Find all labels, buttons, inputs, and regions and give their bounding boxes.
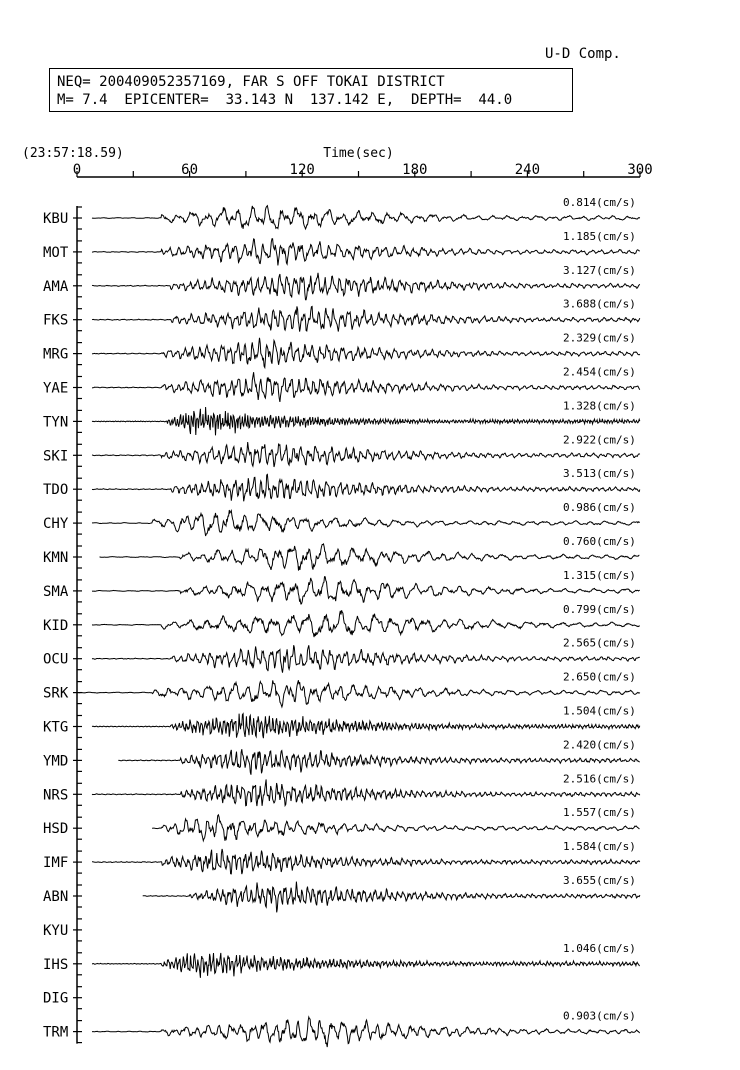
station-amplitude: 1.185(cm/s) xyxy=(563,229,636,243)
waveform-trace xyxy=(92,273,640,300)
time-tick-label: 60 xyxy=(181,162,199,178)
time-tick-label: 240 xyxy=(514,162,541,178)
station-label: KTG xyxy=(43,719,69,736)
station-label: SMA xyxy=(43,583,69,600)
station-label: TDO xyxy=(43,482,69,499)
station-label: TYN xyxy=(43,414,69,431)
station-amplitude: 3.127(cm/s) xyxy=(563,263,636,277)
station-label: IMF xyxy=(43,855,69,872)
station-label: ABN xyxy=(43,889,69,905)
station-amplitude: 1.584(cm/s) xyxy=(563,840,636,854)
time-tick-label: 0 xyxy=(72,162,82,178)
waveform-trace xyxy=(92,779,640,806)
station-label: IHS xyxy=(43,956,69,973)
time-tick-label: 300 xyxy=(627,162,653,178)
waveform-trace xyxy=(92,239,640,266)
station-amplitude: 3.513(cm/s) xyxy=(563,467,636,481)
waveform-trace xyxy=(92,474,640,501)
station-amplitude: 2.454(cm/s) xyxy=(563,365,636,379)
station-amplitude: 0.986(cm/s) xyxy=(563,501,636,515)
waveform-trace xyxy=(118,749,640,775)
waveform-trace xyxy=(92,206,640,229)
waveform-trace xyxy=(77,680,640,707)
station-label: YAE xyxy=(43,380,69,397)
station-label: OCU xyxy=(43,651,69,668)
station-label: KID xyxy=(43,617,69,634)
waveform-trace xyxy=(92,645,640,673)
time-axis-label: Time(sec) xyxy=(323,146,394,161)
station-amplitude: 2.516(cm/s) xyxy=(563,772,636,786)
station-amplitude: 2.650(cm/s) xyxy=(563,670,636,684)
station-label: SRK xyxy=(43,685,69,702)
station-amplitude: 0.799(cm/s) xyxy=(563,602,636,616)
station-label: DIG xyxy=(43,990,69,1007)
station-amplitude: 1.504(cm/s) xyxy=(563,704,636,718)
waveform-trace xyxy=(92,442,640,467)
waveform-trace xyxy=(92,338,640,368)
station-label: FKS xyxy=(43,312,69,329)
waveform-trace xyxy=(92,714,640,739)
station-label: HSD xyxy=(43,821,69,838)
event-id-line: NEQ= 200409052357169, FAR S OFF TOKAI DISTRICT xyxy=(57,74,445,90)
waveform-trace xyxy=(92,306,640,331)
waveform-trace xyxy=(92,1017,640,1047)
station-amplitude: 0.814(cm/s) xyxy=(563,196,636,209)
station-label: YMD xyxy=(43,753,69,770)
waveform-trace xyxy=(92,849,640,874)
station-amplitude: 1.046(cm/s) xyxy=(563,941,636,955)
station-label: NRS xyxy=(43,787,69,804)
station-label: KYU xyxy=(43,922,69,939)
station-amplitude: 2.329(cm/s) xyxy=(563,331,636,345)
station-amplitude: 1.315(cm/s) xyxy=(563,568,636,582)
station-label: KMN xyxy=(43,550,69,566)
station-label: MRG xyxy=(43,346,69,363)
station-label: KBU xyxy=(43,211,69,227)
waveform-trace xyxy=(92,407,640,435)
start-time-label: (23:57:18.59) xyxy=(22,146,124,161)
component-label: U-D Comp. xyxy=(545,46,621,62)
station-amplitude: 1.557(cm/s) xyxy=(563,806,636,820)
waveform-trace xyxy=(100,544,640,571)
time-tick-label: 120 xyxy=(289,162,315,178)
station-amplitude: 2.922(cm/s) xyxy=(563,433,636,447)
station-amplitude: 0.903(cm/s) xyxy=(563,1009,636,1023)
station-amplitude: 2.420(cm/s) xyxy=(563,738,636,752)
waveform-trace xyxy=(92,577,640,604)
time-tick-label: 180 xyxy=(402,162,428,178)
station-amplitude: 3.688(cm/s) xyxy=(563,297,636,311)
station-label: CHY xyxy=(43,516,69,533)
waveform-trace xyxy=(92,953,640,978)
waveform-trace xyxy=(92,510,640,536)
waveform-trace xyxy=(92,610,640,637)
station-label: AMA xyxy=(43,278,69,295)
station-label: MOT xyxy=(43,244,69,261)
event-params-line: M= 7.4 EPICENTER= 33.143 N 137.142 E, DEPTH= 44.0 xyxy=(57,92,513,108)
station-amplitude: 3.655(cm/s) xyxy=(563,874,636,887)
waveform-trace xyxy=(92,372,640,402)
station-label: SKI xyxy=(43,448,69,465)
station-label: TRM xyxy=(43,1024,69,1041)
station-amplitude: 0.760(cm/s) xyxy=(563,535,636,548)
station-amplitude: 1.328(cm/s) xyxy=(563,399,636,413)
station-amplitude: 2.565(cm/s) xyxy=(563,636,636,650)
